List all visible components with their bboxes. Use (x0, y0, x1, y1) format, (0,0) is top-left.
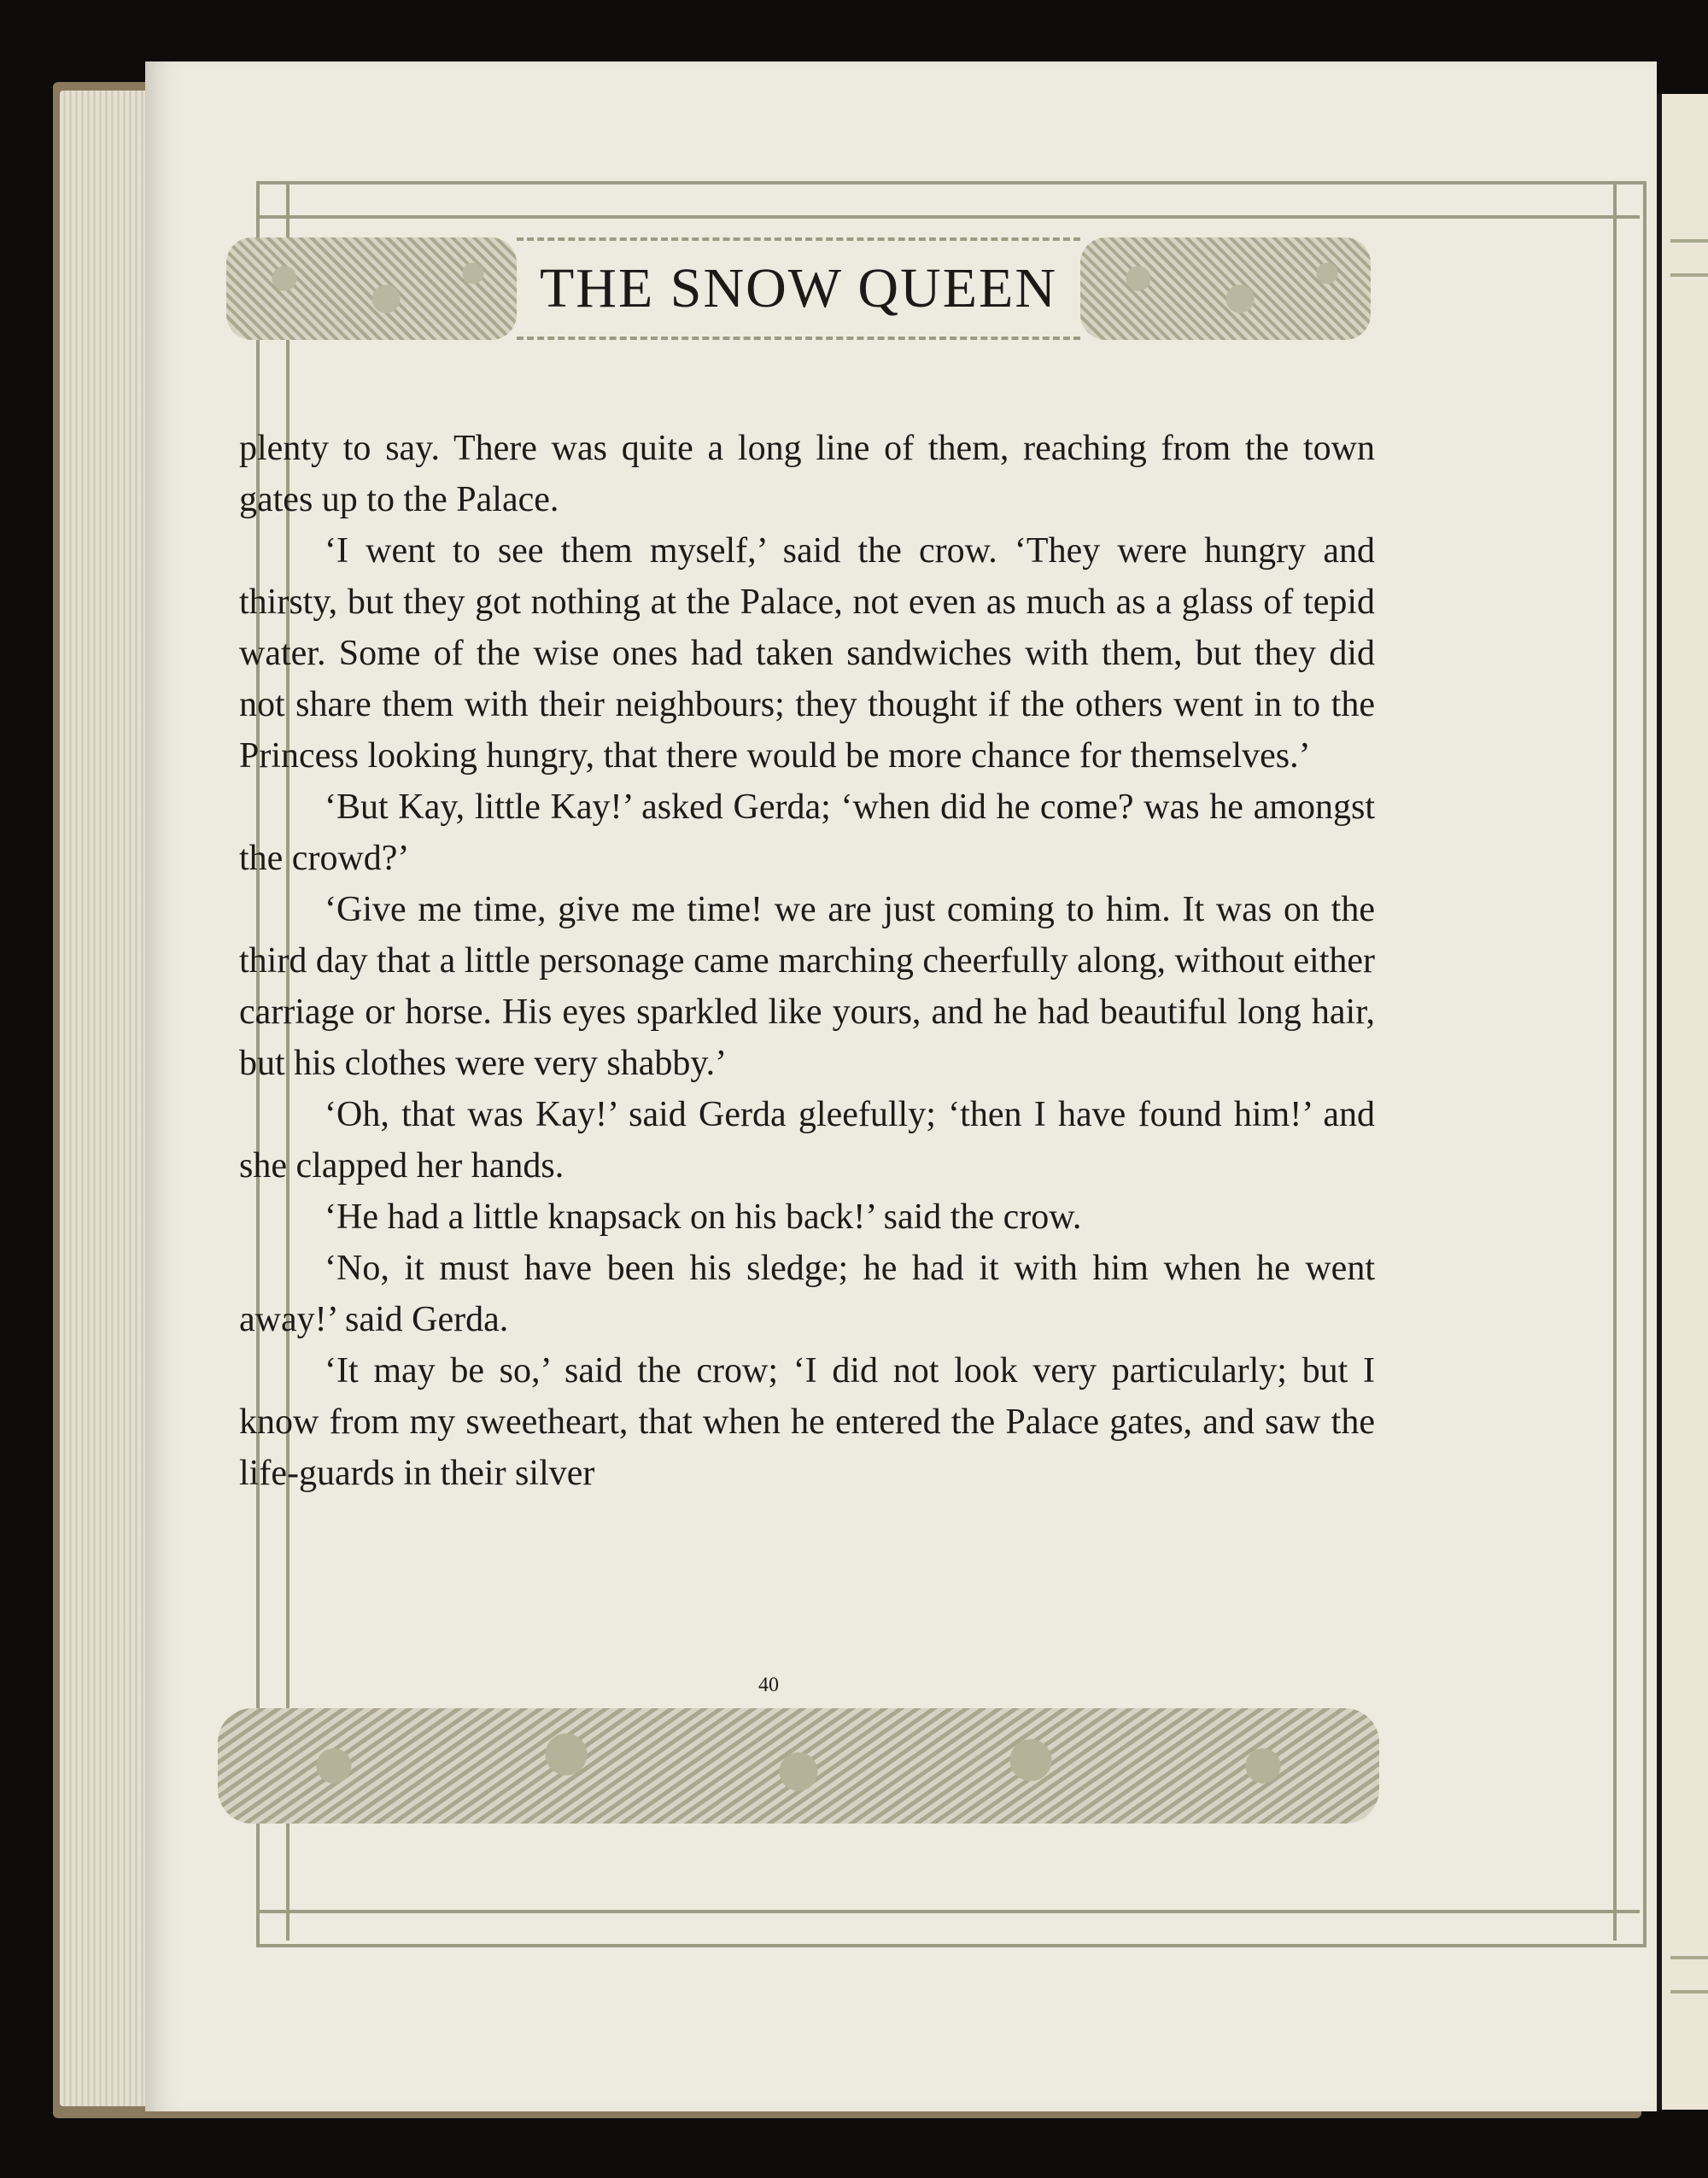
facing-page-rule (1670, 239, 1708, 243)
facing-page-rule (1670, 1990, 1708, 1994)
facing-page-rule (1670, 273, 1708, 277)
running-head (226, 237, 1371, 340)
paragraph: ‘It may be so,’ said the crow; ‘I did not look very particularly; but I know from my sweetheart, that when he entered the Palace gates, and saw the life-guards in their silver (239, 1351, 1375, 1493)
floral-ornament-left (226, 237, 517, 340)
page-number: 40 (758, 1674, 779, 1696)
facing-page-rule (1670, 1956, 1708, 1959)
paragraph: ‘He had a little knapsack on his back!’ said the crow. (325, 1197, 1082, 1237)
paragraph: plenty to say. There was quite a long line of them, reaching from the town gates up to the Palace. (239, 429, 1375, 519)
paragraph: ‘Give me time, give me time! we are just coming to him. It was on the third day that a little personage came marching cheerfully along, without either carriage or horse. His eyes sparkled like yours, and he had beautiful long hair, but his clothes were very shabby.’ (239, 890, 1375, 1083)
paragraph: ‘Oh, that was Kay!’ said Gerda gleefully; ‘then I have found him!’ and she clapped her hands. (239, 1095, 1375, 1186)
floral-ornament-footer (218, 1708, 1379, 1824)
paragraph: ‘But Kay, little Kay!’ asked Gerda; ‘when did he come? was he amongst the crowd?’ (239, 787, 1375, 878)
floral-ornament-right (1080, 237, 1371, 340)
paragraph: ‘No, it must have been his sledge; he had it with him when he went away!’ said Gerda. (239, 1249, 1375, 1339)
facing-page-edge (1657, 94, 1708, 2110)
body-text (239, 423, 1375, 1499)
paragraph: ‘I went to see them myself,’ said the crow. ‘They were hungry and thirsty, but they got nothing at the Palace, not even as much as a glass of tepid water. Some of the wise ones had taken sandwiches with them, but they did not share them with their neighbours; they thought if the others went in to the Princess looking hungry, that there would be more chance for themselves.’ (239, 531, 1375, 776)
running-head-title: THE SNOW QUEEN (539, 257, 1058, 319)
title-box (517, 237, 1080, 340)
